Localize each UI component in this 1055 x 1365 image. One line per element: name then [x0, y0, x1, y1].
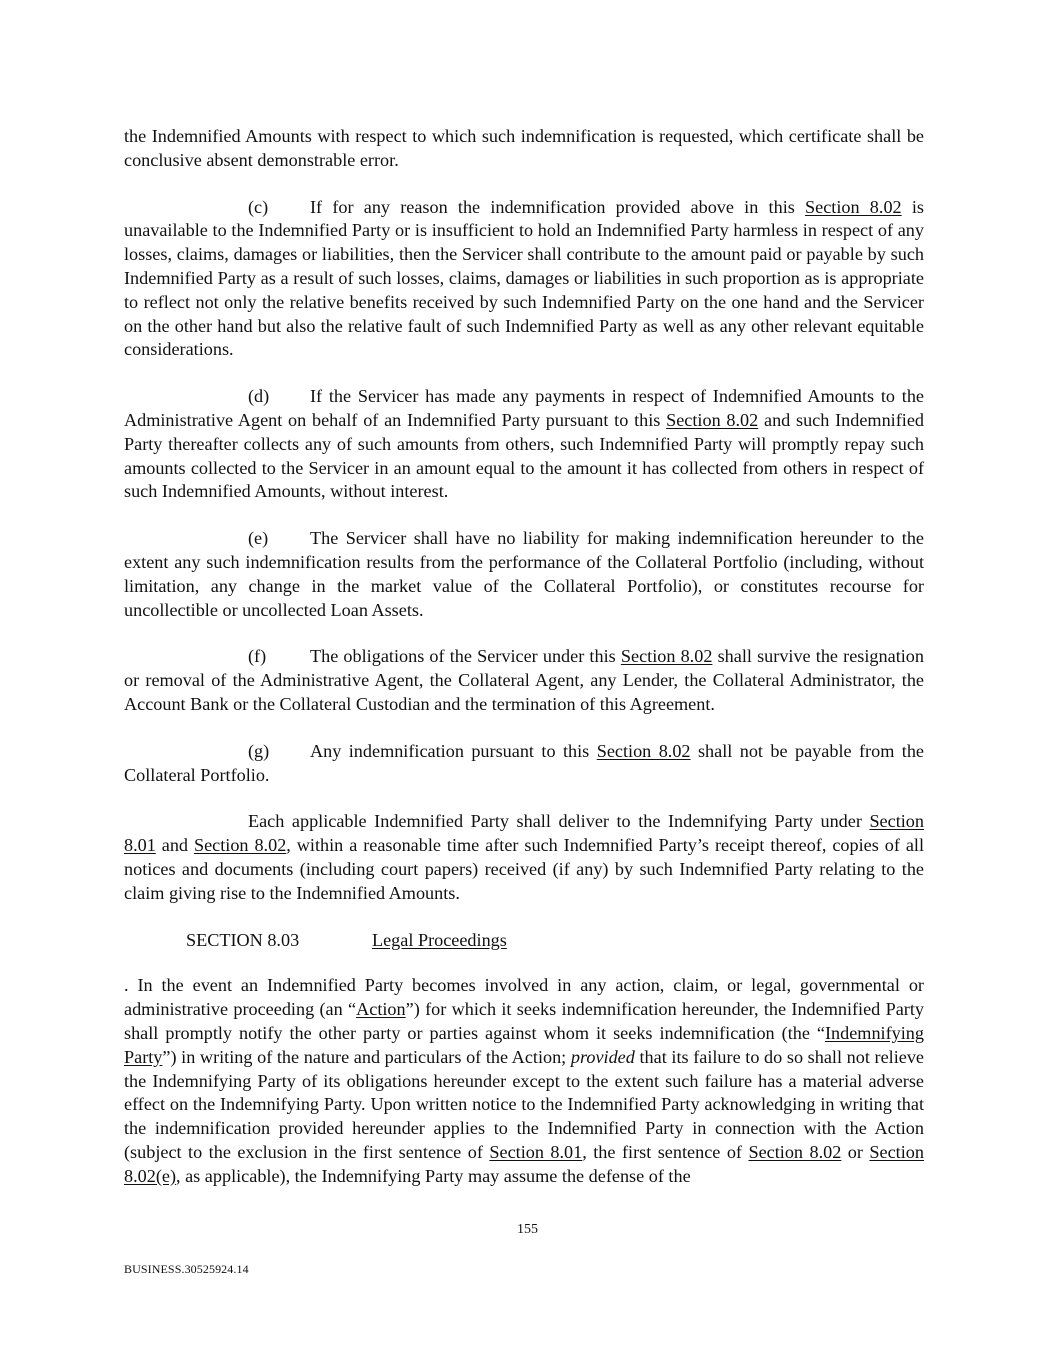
document-footer-id: BUSINESS.30525924.14	[124, 1262, 249, 1276]
section-reference: Section 8.02	[805, 196, 902, 217]
section-reference: Section 8.02	[666, 409, 759, 430]
defined-term: Action	[356, 999, 406, 1020]
section-reference: Section 8.02	[596, 740, 691, 761]
paragraph-label: (e)	[248, 528, 269, 549]
page-number: 155	[517, 1222, 538, 1237]
section-reference: Section 8.02(e)	[124, 1141, 924, 1186]
document-body	[124, 125, 924, 1211]
defined-term: Indemnifying Party	[124, 1022, 924, 1067]
section-number: SECTION 8.03	[186, 929, 300, 950]
section-title: Legal Proceedings	[372, 929, 507, 950]
section-reference: Section 8.02	[748, 1141, 842, 1162]
italic-term: provided	[570, 1046, 635, 1067]
section-reference: Section 8.02	[620, 646, 713, 667]
paragraph-c: (c) If for any reason the indemnification provided above in this Section 8.02 is unavailable to the Indemnified Party or is insufficient to hold an Indemnified Party harmless in respect of any losses, claims, damages or liabilities, then the Servicer shall contribute to the amount paid or payable by such Indemnified Party as a result of such losses, claims, damages or liabilities in such proportion as is appropriate to reflect not only the relative benefits received by such Indemnified Party on the one hand and the Servicer on the other hand but also the relative fault of such Indemnified Party as well as any other relevant equitable considerations.	[124, 196, 924, 360]
paragraph-label: (g)	[248, 740, 270, 761]
section-reference: Section 8.01	[124, 811, 924, 856]
intro-paragraph: the Indemnified Amounts with respect to which such indemnification is requested, which certificate shall be conclusive absent demonstrable error.	[124, 126, 924, 170]
section-reference: Section 8.01	[489, 1141, 583, 1162]
paragraph-f: (f) The obligations of the Servicer under this Section 8.02 shall survive the resignation or removal of the Administrative Agent, the Collateral Agent, any Lender, the Collateral Administrator, the Account Bank or the Collateral Custodian and the termination of this Agreement.	[124, 646, 924, 714]
paragraph-label: (c)	[248, 196, 269, 217]
paragraph-label: (d)	[248, 386, 270, 407]
paragraph-g: (g) Any indemnification pursuant to this Section 8.02 shall not be payable from the Collateral Portfolio.	[124, 740, 924, 785]
paragraph-legal-proceedings: . In the event an Indemnified Party becomes involved in any action, claim, or legal, governmental or administrative proceeding (an “Action”) for which it seeks indemnification hereunder, the Indemnified Party shall promptly notify the other party or parties against whom it seeks indemnification (the “Indemnifying Party”) in writing of the nature and particulars of the Action; provided that its failure to do so shall not relieve the Indemnifying Party of its obligations hereunder except to the extent such failure has a material adverse effect on the Indemnifying Party. Upon written notice to the Indemnified Party acknowledging in writing that the indemnification provided hereunder applies to the Indemnified Party in connection with the Action (subject to the exclusion in the first sentence of Section 8.01, the first sentence of Section 8.02 or Section 8.02(e), as applicable), the Indemnifying Party may assume the defense of the	[124, 975, 924, 1186]
paragraph-each-indemnified-party: Each applicable Indemnified Party shall deliver to the Indemnifying Party under Section 8.01 and Section 8.02, within a reasonable time after such Indemnified Party’s receipt thereof, copies of all notices and documents (including court papers) received (if any) by such Indemnified Party relating to the claim giving rise to the Indemnified Amounts.	[124, 811, 924, 903]
section-reference: Section 8.02	[193, 835, 287, 856]
paragraph-label: (f)	[248, 646, 267, 667]
section-heading	[186, 929, 924, 953]
paragraph-d: (d) If the Servicer has made any payments in respect of Indemnified Amounts to the Administrative Agent on behalf of an Indemnified Party pursuant to this Section 8.02 and such Indemnified Party thereafter collects any of such amounts from others, such Indemnified Party will promptly repay such amounts collected to the Servicer in an amount equal to the amount it has collected from others in respect of such Indemnified Amounts, without interest.	[124, 386, 924, 502]
paragraph-e: (e) The Servicer shall have no liability for making indemnification hereunder to the extent any such indemnification results from the performance of the Collateral Portfolio (including, without limitation, any change in the market value of the Collateral Portfolio), or constitutes recourse for uncollectible or uncollected Loan Assets.	[124, 528, 924, 620]
